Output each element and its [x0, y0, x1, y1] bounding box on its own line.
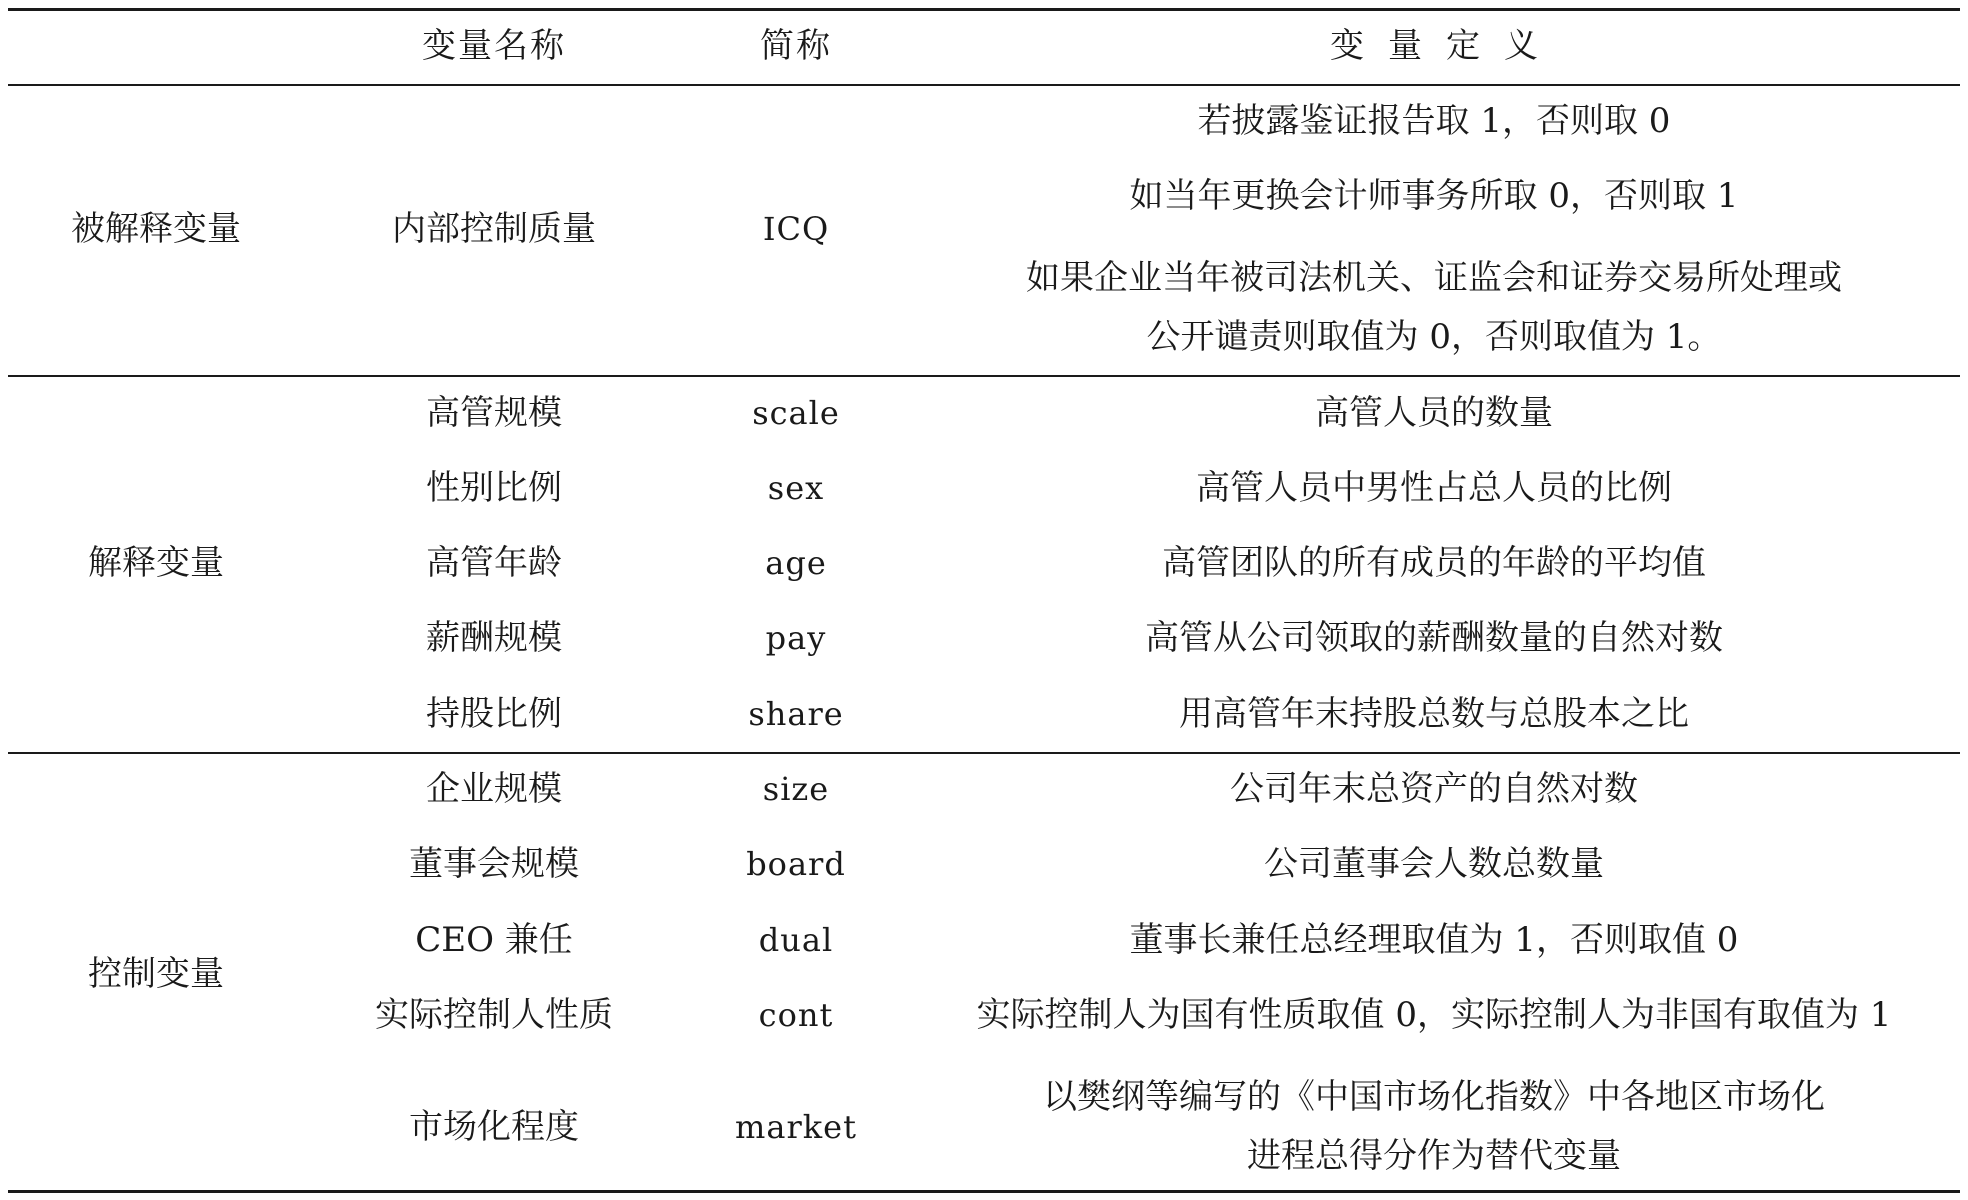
variable-definition: 董事长兼任总经理取值为 1，否则取值 0 — [1129, 920, 1739, 960]
variable-abbreviation: scale — [752, 394, 840, 432]
variable-definition: 高管人员中男性占总人员的比例 — [1196, 468, 1672, 508]
variable-name: 实际控制人性质 — [375, 995, 613, 1035]
group-label: 控制变量 — [88, 954, 224, 994]
variable-definition: 实际控制人为国有性质取值 0，实际控制人为非国有取值为 1 — [976, 995, 1892, 1035]
group-label: 解释变量 — [88, 543, 224, 583]
variable-definition: 公司董事会人数总数量 — [1264, 844, 1604, 884]
variable-definition: 高管人员的数量 — [1315, 393, 1553, 433]
variable-definition: 以樊纲等编写的《中国市场化指数》中各地区市场化 — [1043, 1077, 1825, 1117]
variable-definition: 进程总得分作为替代变量 — [1247, 1136, 1621, 1176]
variable-name: 市场化程度 — [409, 1107, 579, 1147]
variable-abbreviation: pay — [765, 619, 827, 657]
header-bottom-rule — [8, 84, 1960, 86]
header-variable-name: 变量名称 — [422, 26, 566, 66]
group-label: 被解释变量 — [71, 209, 241, 249]
table-top-rule — [8, 8, 1960, 11]
variable-definition: 若披露鉴证报告取 1，否则取 0 — [1197, 101, 1671, 141]
variable-name: 高管规模 — [426, 393, 562, 433]
group-divider-rule — [8, 752, 1960, 754]
variable-abbreviation: cont — [758, 996, 834, 1034]
variable-name: 企业规模 — [426, 769, 562, 809]
variable-definition: 高管从公司领取的薪酬数量的自然对数 — [1145, 618, 1723, 658]
variable-definition: 公开谴责则取值为 0，否则取值为 1。 — [1146, 317, 1722, 357]
variable-abbreviation: dual — [758, 921, 834, 959]
group-divider-rule — [8, 375, 1960, 377]
variable-name: 薪酬规模 — [426, 618, 562, 658]
variable-name: 内部控制质量 — [392, 209, 596, 249]
variable-abbreviation: ICQ — [762, 210, 830, 248]
variable-name: 性别比例 — [426, 468, 562, 508]
variable-definition: 如当年更换会计师事务所取 0，否则取 1 — [1129, 176, 1739, 216]
variable-definition: 如果企业当年被司法机关、证监会和证券交易所处理或 — [1026, 258, 1842, 298]
variable-abbreviation: board — [746, 845, 846, 883]
variable-name: 董事会规模 — [409, 844, 579, 884]
variable-definition: 公司年末总资产的自然对数 — [1230, 769, 1638, 809]
variable-abbreviation: market — [735, 1108, 857, 1146]
variable-abbreviation: share — [748, 695, 844, 733]
variable-definition: 高管团队的所有成员的年龄的平均值 — [1162, 543, 1706, 583]
variable-abbreviation: age — [765, 544, 827, 582]
variable-definition: 用高管年末持股总数与总股本之比 — [1179, 694, 1689, 734]
table-bottom-rule — [8, 1190, 1960, 1193]
variable-name: 高管年龄 — [426, 543, 562, 583]
header-abbreviation: 简称 — [760, 26, 832, 66]
header-variable-definition: 变量定义 — [1330, 26, 1562, 66]
variable-abbreviation: size — [762, 770, 830, 808]
variable-name: 持股比例 — [426, 694, 562, 734]
variable-abbreviation: sex — [767, 469, 825, 507]
variable-name: CEO 兼任 — [415, 920, 573, 960]
